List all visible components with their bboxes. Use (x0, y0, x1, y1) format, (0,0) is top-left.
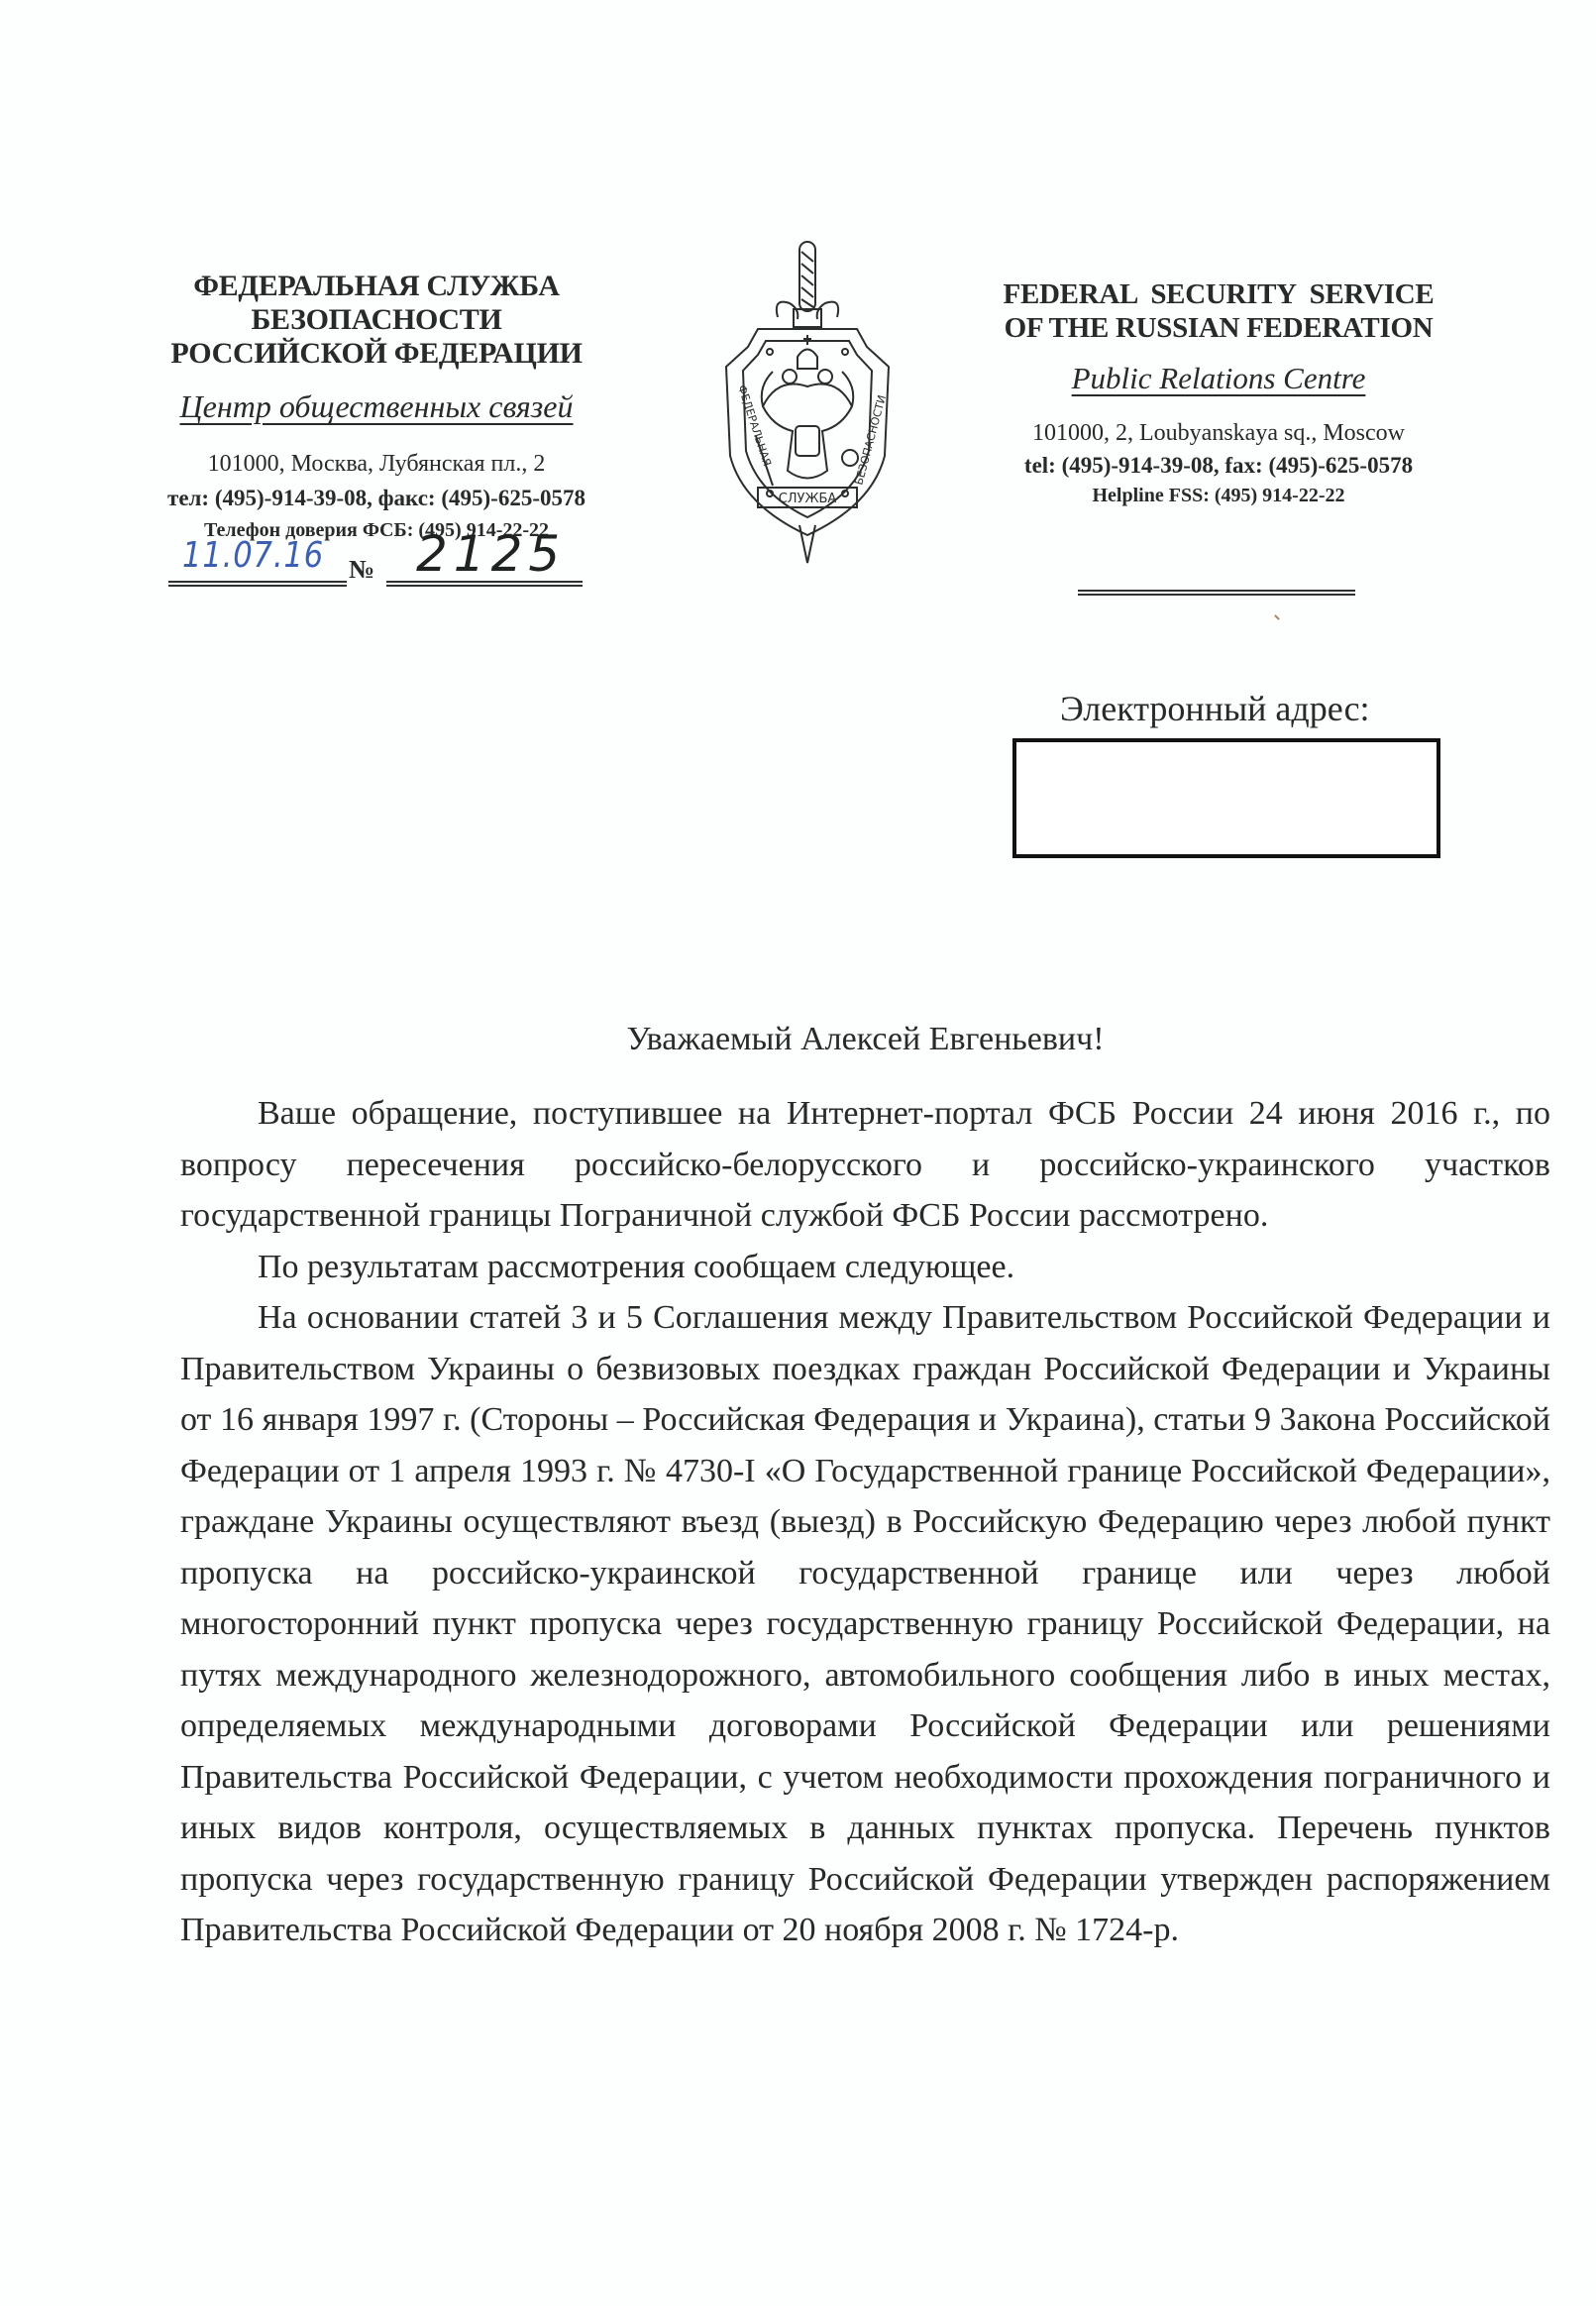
paragraph-3: На основании статей 3 и 5 Соглашения между Правительством Российской Федерации и Правительством Украины о безвизовых поездках граждан Российской Федерации и Украины от 16 января 1997 г. (Стороны – Российская Федерация и Украина), статьи 9 Закона Российской Федерации от 1 апреля 1993 г. № 4730-I «О Государственной границе Российской Федерации», граждане Украины осуществляют въезд (выезд) в Российскую Федерацию через любой пункт пропуска на российско-украинской государственной границе или через любой многосторонний пункт пропуска через государственную границу Российской Федерации, на путях международного железнодорожного, автомобильного сообщения либо в иных местах, определяемых международными договорами Российской Федерации или решениями Правительства Российской Федерации, с учетом необходимости прохождения пограничного и иных видов контроля, осуществляемых в данных пунктах пропуска. Перечень пунктов пропуска через государственную границу Российской Федерации утвержден распоряжением Правительства Российской Федерации от 20 ноября 2008 г. № 1724-р. (180, 1299, 1550, 1948)
email-label: Электронный адрес: (1060, 689, 1370, 728)
helpline-ru: Телефон доверия ФСБ: (495) 914-22-22 (203, 519, 550, 541)
registration-number: 2125 (416, 525, 567, 583)
department-ru: Центр общественных связей (179, 388, 574, 424)
address-en: 101000, 2, Loubyanskaya sq., Moscow (1032, 420, 1405, 446)
org-name-ru-line2: РОССИЙСКОЙ ФЕДЕРАЦИИ (170, 337, 583, 370)
emblem-ribbon-bottom: СЛУЖБА (778, 492, 837, 506)
org-name-ru-line1: ФЕДЕРАЛЬНАЯ СЛУЖБА БЕЗОПАСНОСТИ (193, 270, 560, 336)
registration-date: 11.07.16 (182, 535, 325, 576)
number-underline (386, 581, 583, 587)
number-sign: № (349, 555, 375, 584)
reference-underline-en (1078, 590, 1355, 596)
phones-ru: тел: (495)-914-39-08, факс: (495)-625-0578 (167, 486, 585, 510)
address-ru: 101000, Москва, Лубянская пл., 2 (207, 451, 546, 477)
letterhead-en (981, 277, 1456, 507)
letter-body (180, 1088, 1550, 1956)
paragraph-1: Ваше обращение, поступившее на Интернет-портал ФСБ России 24 июня 2016 г., по вопросу пересечения российско-белорусского и российско-украинского участков государственной границы Пограничной службой ФСБ России рассмотрено. (180, 1095, 1550, 1234)
phones-en: tel: (495)-914-39-08, fax: (495)-625-0578 (1023, 453, 1414, 478)
fsb-emblem-icon (718, 238, 897, 565)
email-redacted-box (1012, 738, 1440, 858)
org-name-en-line2: OF THE RUSSIAN FEDERATION (1004, 312, 1434, 344)
emblem-ribbon-right: БЕЗОПАСНОСТИ (852, 393, 890, 487)
department-en: Public Relations Centre (1071, 361, 1366, 395)
org-name-en-line1: FEDERAL SECURITY SERVICE (1003, 278, 1435, 310)
emblem-ribbon-left: ФЕДЕРАЛЬНАЯ (735, 383, 774, 469)
ink-mark (1274, 614, 1280, 620)
letterhead-ru (69, 270, 684, 542)
paragraph-2: По результатам рассмотрения сообщаем следующее. (258, 1248, 1015, 1285)
helpline-en: Helpline FSS: (495) 914-22-22 (1092, 485, 1345, 506)
date-underline (168, 581, 347, 587)
greeting: Уважаемый Алексей Евгеньевич! (626, 1021, 1105, 1057)
